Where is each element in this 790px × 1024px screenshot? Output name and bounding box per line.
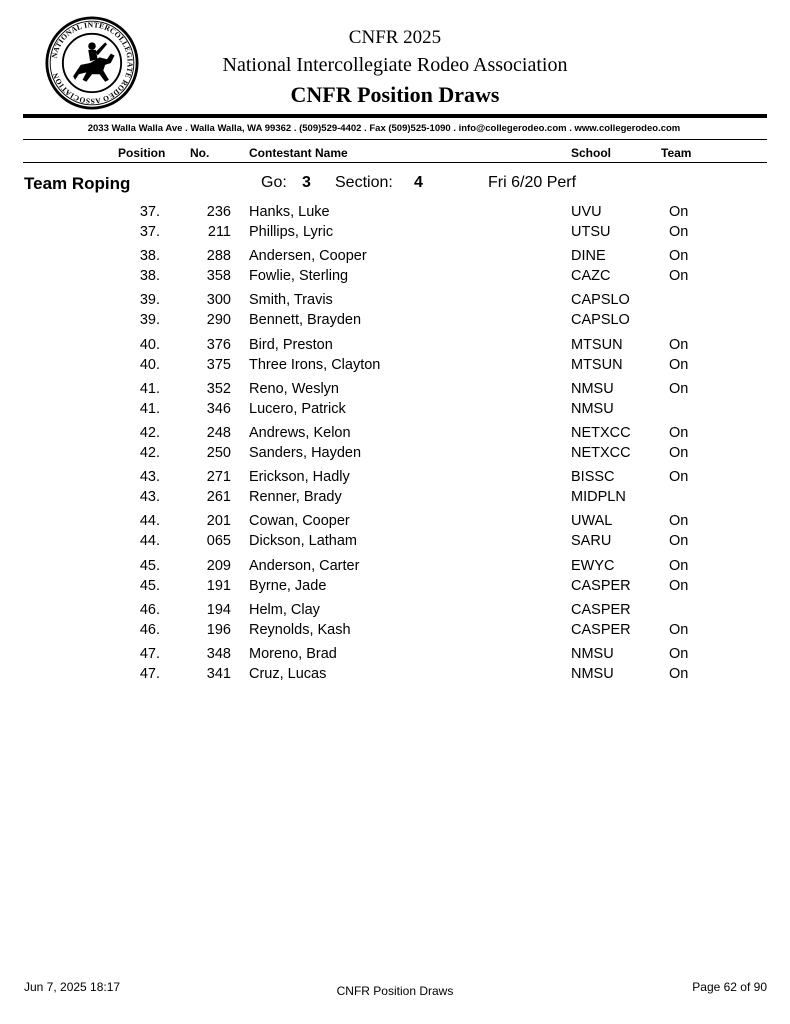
row-contestant-name: Dickson, Latham — [249, 533, 357, 550]
row-position: 45. — [139, 577, 160, 594]
row-team: On — [669, 224, 689, 240]
table-row — [0, 469, 790, 489]
row-school: SARU — [571, 533, 612, 550]
row-position: 37. — [139, 224, 160, 240]
table-row — [0, 533, 790, 553]
row-position: 44. — [139, 533, 160, 550]
table-row — [0, 381, 790, 401]
row-contestant-name: Sanders, Hayden — [249, 445, 362, 461]
contact-line: 2033 Walla Walla Ave . Walla Walla, WA 99362 . (509)529-4402 . Fax (509)525-1090 . info@collegerodeo.com . www.collegerodeo.com — [87, 123, 681, 134]
row-position: 37. — [139, 204, 160, 220]
row-team: On — [669, 248, 689, 265]
row-school: MTSUN — [571, 356, 623, 373]
row-contestant-name: Bird, Preston — [249, 336, 333, 353]
col-header-school: School — [571, 146, 612, 160]
row-position: 41. — [139, 400, 160, 417]
row-team: On — [669, 380, 689, 397]
col-header-position: Position — [118, 146, 166, 160]
header-organization: National Intercollegiate Rodeo Association — [222, 54, 568, 76]
row-number: 211 — [207, 224, 231, 240]
row-position: 40. — [139, 356, 160, 373]
table-row — [0, 204, 790, 224]
go-label: Go: — [261, 174, 287, 191]
col-header-no: No. — [190, 146, 210, 160]
footer-page-number: Page 62 of 90 — [692, 980, 767, 994]
row-position: 46. — [139, 621, 160, 638]
row-contestant-name: Anderson, Carter — [249, 557, 360, 574]
table-row — [0, 292, 790, 312]
row-number: 201 — [206, 513, 231, 530]
row-contestant-name: Phillips, Lyric — [249, 224, 334, 240]
row-position: 43. — [139, 469, 160, 486]
row-contestant-name: Lucero, Patrick — [249, 400, 346, 417]
row-school: CAPSLO — [571, 312, 630, 329]
row-contestant-name: Smith, Travis — [249, 292, 333, 309]
row-position: 39. — [139, 292, 160, 309]
table-row — [0, 513, 790, 533]
row-contestant-name: Erickson, Hadly — [249, 469, 350, 486]
event-title: Team Roping — [24, 174, 131, 193]
logo-text: NATIONAL INTERCOLLEGIATE RODEO ASSOCIATION — [49, 20, 135, 106]
row-number: 196 — [206, 621, 231, 638]
row-position: 39. — [139, 312, 160, 329]
row-number: 290 — [206, 312, 231, 329]
row-number: 065 — [206, 533, 231, 550]
section-value: 4 — [414, 174, 423, 191]
row-school: NMSU — [571, 666, 614, 682]
row-contestant-name: Fowlie, Sterling — [249, 268, 349, 285]
header-title-year: CNFR 2025 — [348, 27, 442, 48]
row-contestant-name: Renner, Brady — [249, 489, 342, 506]
row-school: CASPER — [571, 601, 631, 618]
row-position: 46. — [139, 601, 160, 618]
row-school: MTSUN — [571, 336, 623, 353]
row-school: NETXCC — [571, 425, 631, 441]
row-school: BISSC — [571, 469, 615, 486]
row-number: 271 — [206, 469, 231, 486]
table-row — [0, 558, 790, 578]
table-row — [0, 401, 790, 421]
table-row — [0, 622, 790, 642]
row-contestant-name: Reno, Weslyn — [249, 380, 339, 397]
row-position: 40. — [139, 336, 160, 353]
section-label: Section: — [335, 174, 393, 191]
row-team: On — [669, 621, 689, 638]
row-school: UTSU — [571, 224, 611, 240]
row-number: 358 — [206, 268, 231, 285]
row-position: 41. — [139, 380, 160, 397]
row-position: 47. — [139, 646, 160, 662]
row-contestant-name: Hanks, Luke — [249, 204, 330, 220]
column-header-divider — [23, 162, 767, 163]
row-number: 191 — [206, 577, 231, 594]
table-row — [0, 646, 790, 666]
row-number: 194 — [206, 601, 231, 618]
header-divider — [23, 114, 767, 118]
row-position: 42. — [139, 425, 160, 441]
row-school: EWYC — [571, 557, 615, 574]
row-team: On — [669, 533, 689, 550]
row-school: NMSU — [571, 400, 614, 417]
row-team: On — [669, 356, 689, 373]
row-position: 47. — [139, 666, 160, 682]
row-number: 376 — [206, 336, 231, 353]
table-row — [0, 578, 790, 598]
footer-title: CNFR Position Draws — [336, 984, 454, 998]
row-school: DINE — [571, 248, 606, 265]
row-school: CAZC — [571, 268, 611, 285]
row-team: On — [669, 577, 689, 594]
row-contestant-name: Three Irons, Clayton — [249, 356, 381, 373]
row-number: 248 — [206, 425, 231, 441]
row-team: On — [669, 425, 689, 441]
row-number: 348 — [206, 646, 231, 662]
row-number: 375 — [206, 356, 231, 373]
row-school: NMSU — [571, 646, 614, 662]
row-team: On — [669, 513, 689, 530]
table-row — [0, 425, 790, 445]
row-school: UWAL — [571, 513, 613, 530]
row-school: UVU — [571, 204, 602, 220]
row-contestant-name: Cruz, Lucas — [249, 666, 327, 682]
row-school: MIDPLN — [571, 489, 626, 506]
row-school: CASPER — [571, 577, 631, 594]
row-position: 43. — [139, 489, 160, 506]
row-number: 236 — [206, 204, 231, 220]
row-team: On — [669, 469, 689, 486]
row-position: 42. — [139, 445, 160, 461]
col-header-name: Contestant Name — [249, 146, 348, 160]
header-document-title: CNFR Position Draws — [290, 82, 500, 107]
row-number: 346 — [206, 400, 231, 417]
table-row — [0, 248, 790, 268]
row-team: On — [669, 204, 689, 220]
contact-divider — [23, 139, 767, 140]
row-position: 44. — [139, 513, 160, 530]
row-school: NETXCC — [571, 445, 631, 461]
row-position: 45. — [139, 557, 160, 574]
table-row — [0, 357, 790, 377]
table-row — [0, 489, 790, 509]
row-number: 250 — [206, 445, 231, 461]
row-number: 261 — [206, 489, 231, 506]
footer-datetime: Jun 7, 2025 18:17 — [24, 980, 121, 994]
row-position: 38. — [139, 268, 160, 285]
row-position: 38. — [139, 248, 160, 265]
row-team: On — [669, 557, 689, 574]
row-team: On — [669, 445, 689, 461]
table-row — [0, 337, 790, 357]
table-row — [0, 268, 790, 288]
row-number: 209 — [206, 557, 231, 574]
table-row — [0, 445, 790, 465]
row-contestant-name: Andersen, Cooper — [249, 248, 367, 265]
row-contestant-name: Helm, Clay — [249, 601, 320, 618]
row-team: On — [669, 666, 689, 682]
row-school: CAPSLO — [571, 292, 630, 309]
col-header-team: Team — [661, 146, 692, 160]
row-number: 300 — [206, 292, 231, 309]
performance-label: Fri 6/20 Perf — [488, 174, 577, 191]
row-contestant-name: Cowan, Cooper — [249, 513, 350, 530]
table-row — [0, 224, 790, 244]
row-school: CASPER — [571, 621, 631, 638]
go-value: 3 — [302, 174, 311, 191]
row-contestant-name: Moreno, Brad — [249, 646, 337, 662]
table-row — [0, 666, 790, 686]
row-team: On — [669, 336, 689, 353]
row-number: 288 — [206, 248, 231, 265]
row-number: 352 — [206, 380, 231, 397]
row-team: On — [669, 268, 689, 285]
row-school: NMSU — [571, 380, 614, 397]
row-contestant-name: Reynolds, Kash — [249, 621, 351, 638]
table-row — [0, 312, 790, 332]
row-team: On — [669, 646, 689, 662]
row-number: 341 — [206, 666, 231, 682]
table-row — [0, 602, 790, 622]
row-contestant-name: Bennett, Brayden — [249, 312, 362, 329]
row-contestant-name: Byrne, Jade — [249, 577, 327, 594]
row-contestant-name: Andrews, Kelon — [249, 425, 351, 441]
